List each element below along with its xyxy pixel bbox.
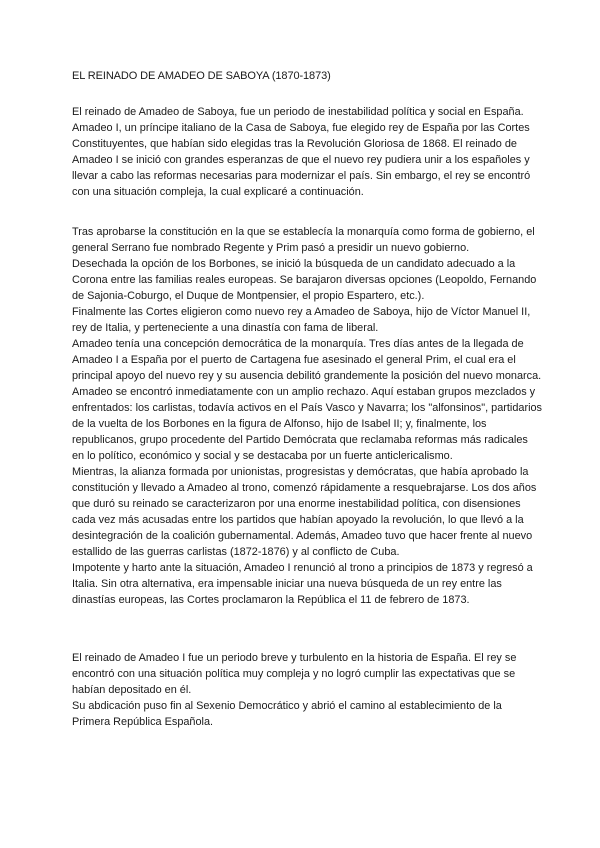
body-paragraph-5: Amadeo se encontró inmediatamente con un amplio rechazo. Aquí estaban grupos mezclados y enfrentados: los carlistas, todavía activos en el País Vasco y Navarra; los "alfonsinos", partidarios de la vuelta de los Borbones en la figura de Alfonso, hijo de Isabel II; y, finalmente, los republicanos, grupo procedente del Partido Demócrata que reclamaba reformas más radicales en lo político, económico y social y se destacaba por un fuerte anticlericalismo. bbox=[72, 386, 543, 462]
body-paragraph-1: Tras aprobarse la constitución en la que se establecía la monarquía como forma de gobierno, el general Serrano fue nombrado Regente y Prim pasó a presidir un nuevo gobierno. bbox=[72, 226, 535, 254]
body-paragraph-2: Desechada la opción de los Borbones, se inició la búsqueda de un candidato adecuado a la Corona entre las familias reales europeas. Se barajaron diversas opciones (Leopoldo, Fernando de Sajonia-Coburgo, el Duque de Montpensier, el propio Espartero, etc.). bbox=[72, 258, 537, 302]
body-paragraph-3: Finalmente las Cortes eligieron como nuevo rey a Amadeo de Saboya, hijo de Víctor Manuel II, rey de Italia, y perteneciente a una dinastía con fama de liberal. bbox=[72, 306, 531, 334]
conclusion-section bbox=[72, 650, 542, 730]
intro-section bbox=[72, 104, 542, 200]
body-paragraph-7: Impotente y harto ante la situación, Amadeo I renunció al trono a principios de 1873 y regresó a Italia. Sin otra alternativa, era impensable iniciar una nueva búsqueda de un rey entre las dinastías europeas, las Cortes proclamaron la República el 11 de febrero de 1873. bbox=[72, 562, 533, 606]
conclusion-paragraph-2: Su abdicación puso fin al Sexenio Democrático y abrió el camino al establecimiento de la Primera República Española. bbox=[72, 700, 502, 728]
document-title: EL REINADO DE AMADEO DE SABOYA (1870-1873) bbox=[72, 70, 331, 82]
body-paragraph-4: Amadeo tenía una concepción democrática de la monarquía. Tres días antes de la llegada de Amadeo I a España por el puerto de Cartagena fue asesinado el general Prim, el cual era el principal apoyo del nuevo rey y su ausencia debilitó grandemente la posición del nuevo monarca. bbox=[72, 338, 542, 382]
body-paragraph-6: Mientras, la alianza formada por unionistas, progresistas y demócratas, que había aprobado la constitución y llevado a Amadeo al trono, comenzó rápidamente a resquebrajarse. Los dos años que duró su reinado se caracterizaron por una enorme inestabilidad política, con disensiones cada vez más acusadas entre los partidos que habían apoyado la revolución, lo que llevó a la desintegración de la coalición gubernamental. Además, Amadeo tuvo que hacer frente al nuevo estallido de las guerras carlistas (1872-1876) y al conflicto de Cuba. bbox=[72, 466, 537, 558]
conclusion-paragraph-1: El reinado de Amadeo I fue un periodo breve y turbulento en la historia de España. El rey se encontró con una situación política muy compleja y no logró cumplir las expectativas que se habían depositado en él. bbox=[72, 652, 517, 696]
intro-paragraph: El reinado de Amadeo de Saboya, fue un periodo de inestabilidad política y social en España. Amadeo I, un príncipe italiano de la Casa de Saboya, fue elegido rey de España por las Cortes Constituyentes, que habían sido elegidas tras la Revolución Gloriosa de 1868. El reinado de Amadeo I se inició con grandes esperanzas de que el nuevo rey pudiera unir a los españoles y llevar a cabo las reformas necesarias para modernizar el país. Sin embargo, el rey se encontró con una situación compleja, la cual explicaré a continuación. bbox=[72, 106, 531, 198]
body-section bbox=[72, 224, 542, 608]
